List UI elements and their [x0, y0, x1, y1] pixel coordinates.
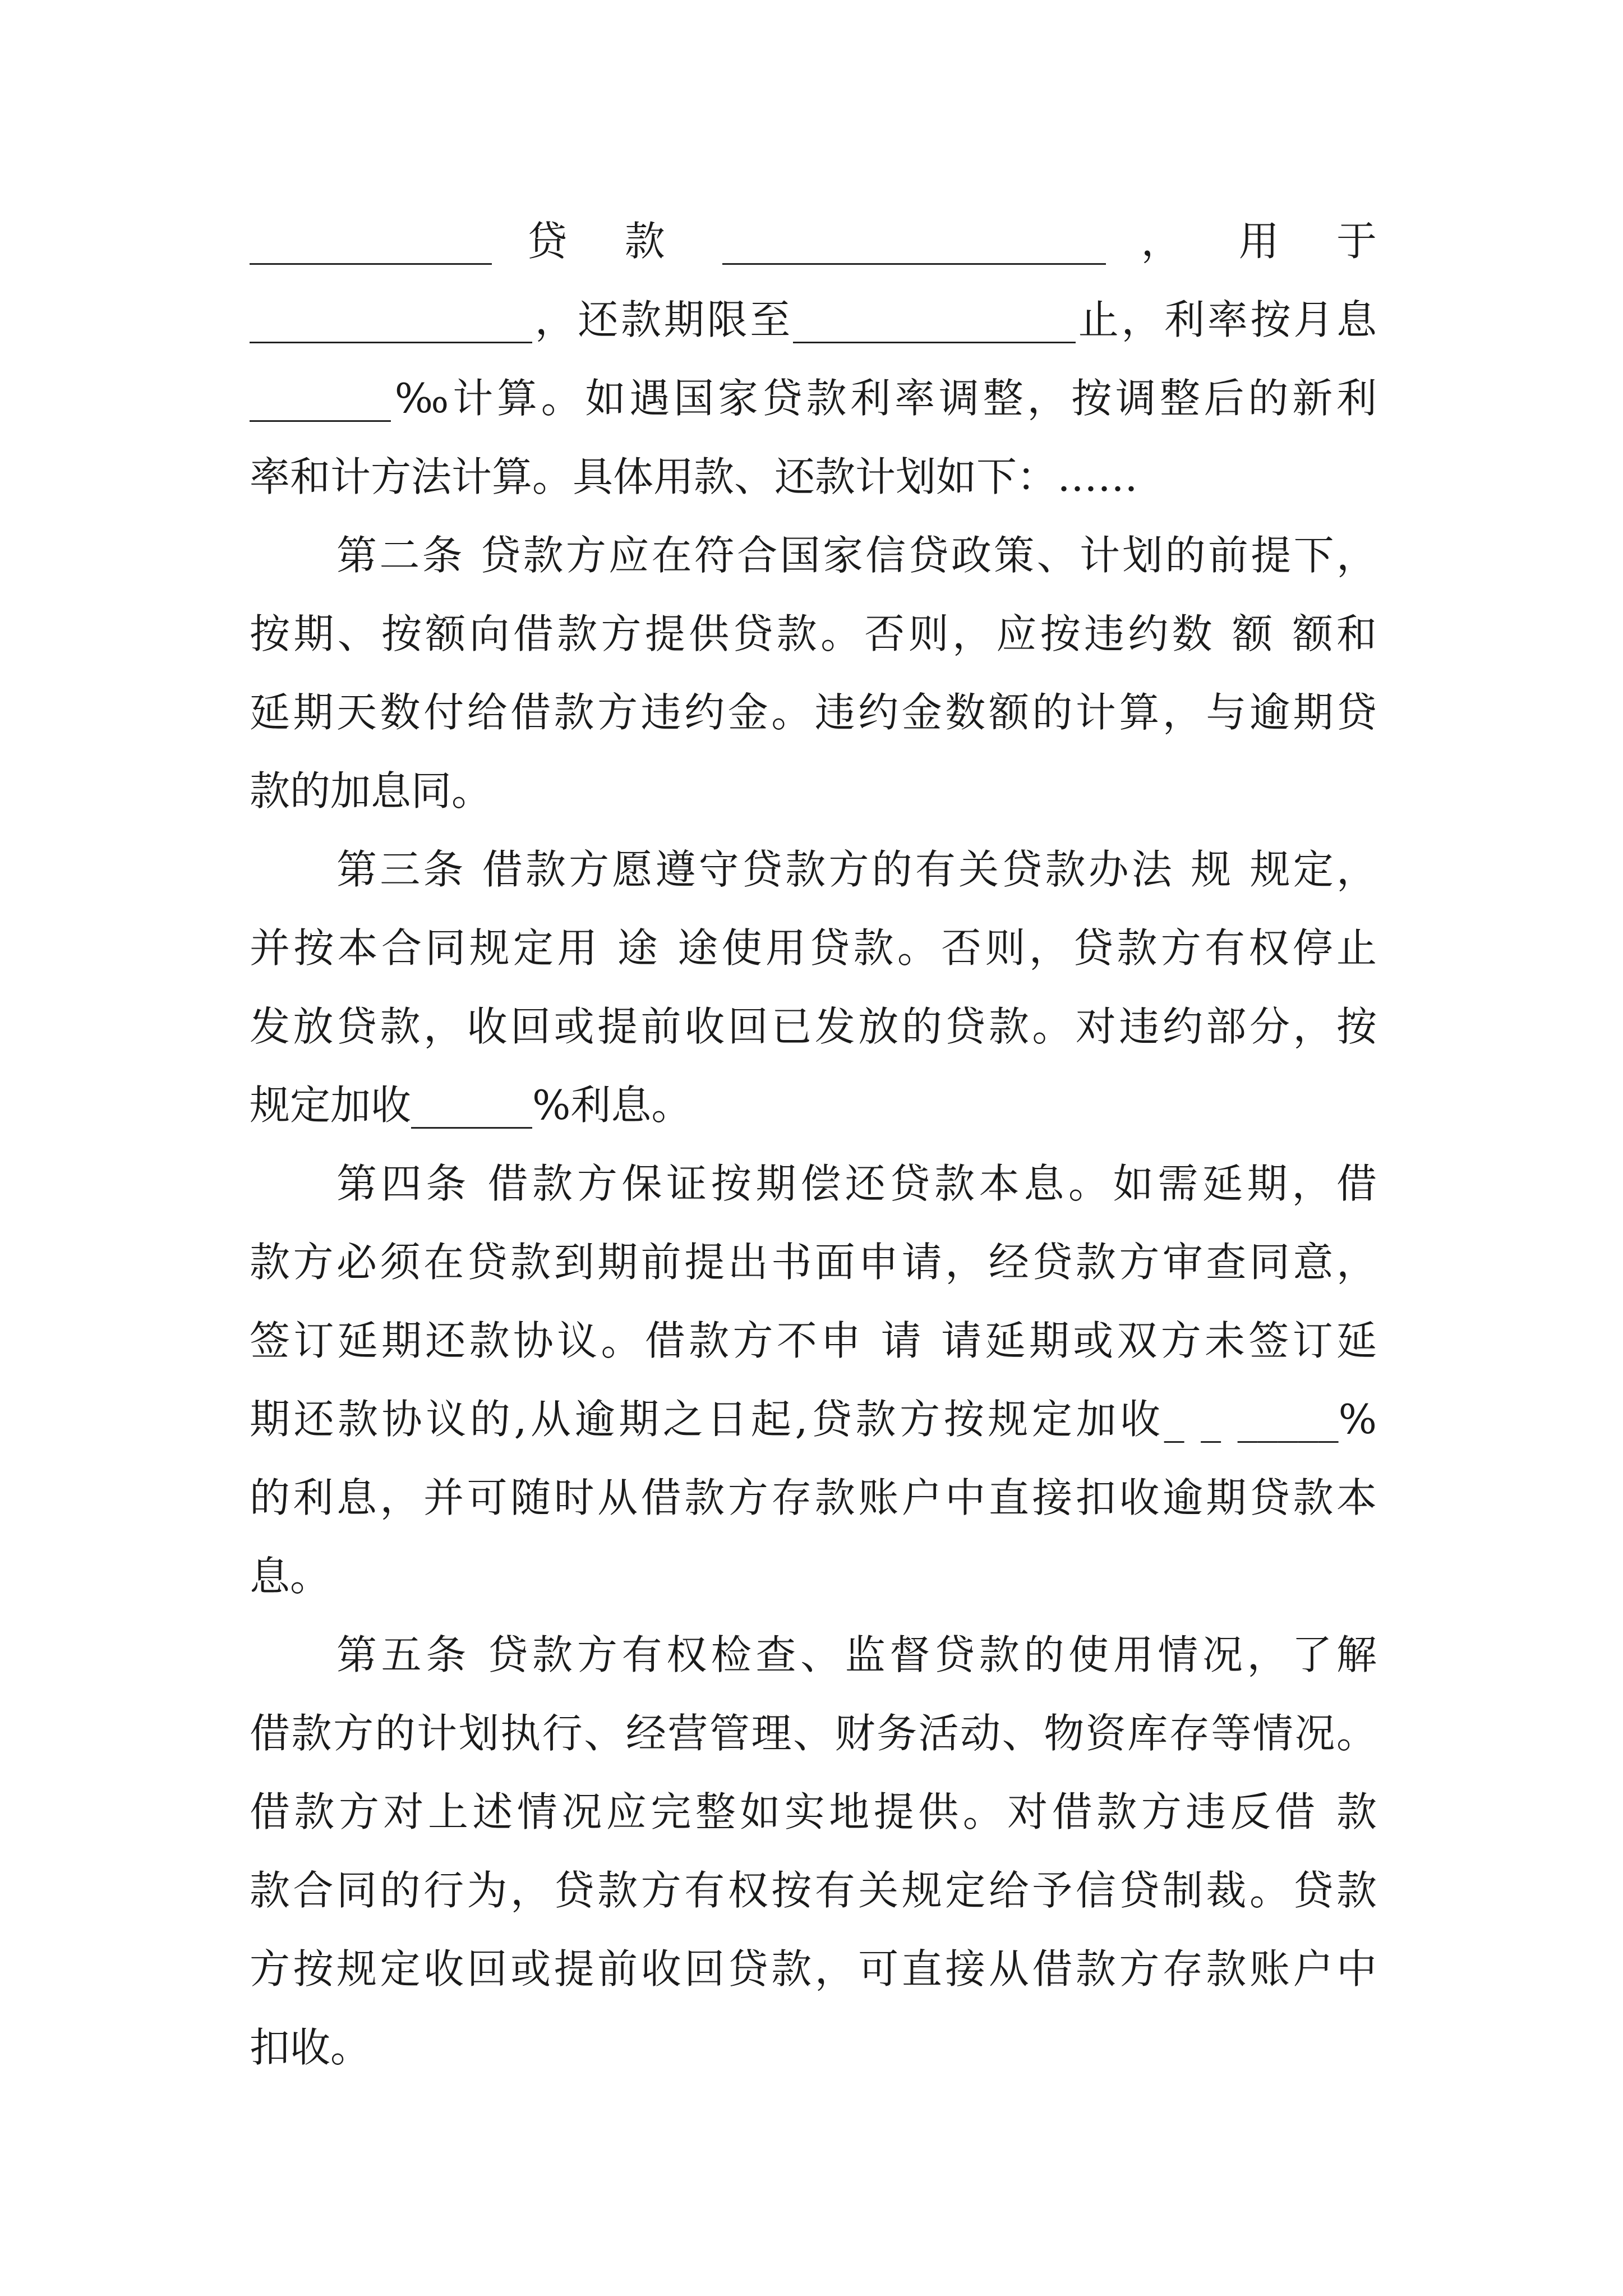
text-line: 款的加息同。 [250, 767, 492, 815]
text-line: 方按规定收回或提前收回贷款，可直接从借款方存款账户中 [250, 1945, 1377, 1993]
article-4-first-line: 第四条 借款方保证按期偿还贷款本息。如需延期，借 [336, 1160, 1377, 1207]
text-line: 并按本合同规定用 途 途使用贷款。否则，贷款方有权停止 [250, 924, 1377, 972]
text-line: _______‰计算。如遇国家贷款利率调整，按调整后的新利 [250, 375, 1377, 422]
text-line: 款方必须在贷款到期前提出书面申请，经贷款方审查同意， [250, 1239, 1377, 1286]
article-2-first-line: 第二条 贷款方应在符合国家信贷政策、计划的前提下， [336, 532, 1377, 579]
text-line: 扣收。 [250, 2024, 371, 2071]
text-line: 借款方对上述情况应完整如实地提供。对借款方违反借 款 [250, 1788, 1377, 1835]
text-line: 期还款协议的,从逾期之日起,贷款方按规定加收_ _ _____% [250, 1396, 1377, 1443]
article-3-first-line: 第三条 借款方愿遵守贷款方的有关贷款办法 规 规定， [336, 846, 1377, 893]
text-line: 签订延期还款协议。借款方不申 请 请延期或双方未签订延 [250, 1317, 1377, 1364]
article-5-first-line: 第五条 贷款方有权检查、监督贷款的使用情况，了解 [336, 1631, 1377, 1678]
text-line: 按期、按额向借款方提供贷款。否则，应按违约数 额 额和 [250, 610, 1377, 657]
text-line: ____________ 贷 款 ___________________ ， 用 于 [250, 218, 1377, 265]
text-line: 发放贷款，收回或提前收回已发放的贷款。对违约部分，按 [250, 1003, 1377, 1050]
text-line: 率和计方法计算。具体用款、还款计划如下：…… [250, 453, 1138, 500]
text-line: 规定加收______%利息。 [250, 1082, 692, 1129]
text-line: 款合同的行为，贷款方有权按有关规定给予信贷制裁。贷款 [250, 1867, 1377, 1914]
text-line: ______________，还款期限至______________止，利率按月息 [250, 296, 1377, 343]
text-line: 延期天数付给借款方违约金。违约金数额的计算，与逾期贷 [250, 689, 1377, 736]
text-line: 借款方的计划执行、经营管理、财务活动、物资库存等情况。 [250, 1710, 1377, 1757]
text-line: 的利息，并可随时从借款方存款账户中直接扣收逾期贷款本 [250, 1474, 1377, 1521]
text-line: 息。 [250, 1553, 331, 1600]
